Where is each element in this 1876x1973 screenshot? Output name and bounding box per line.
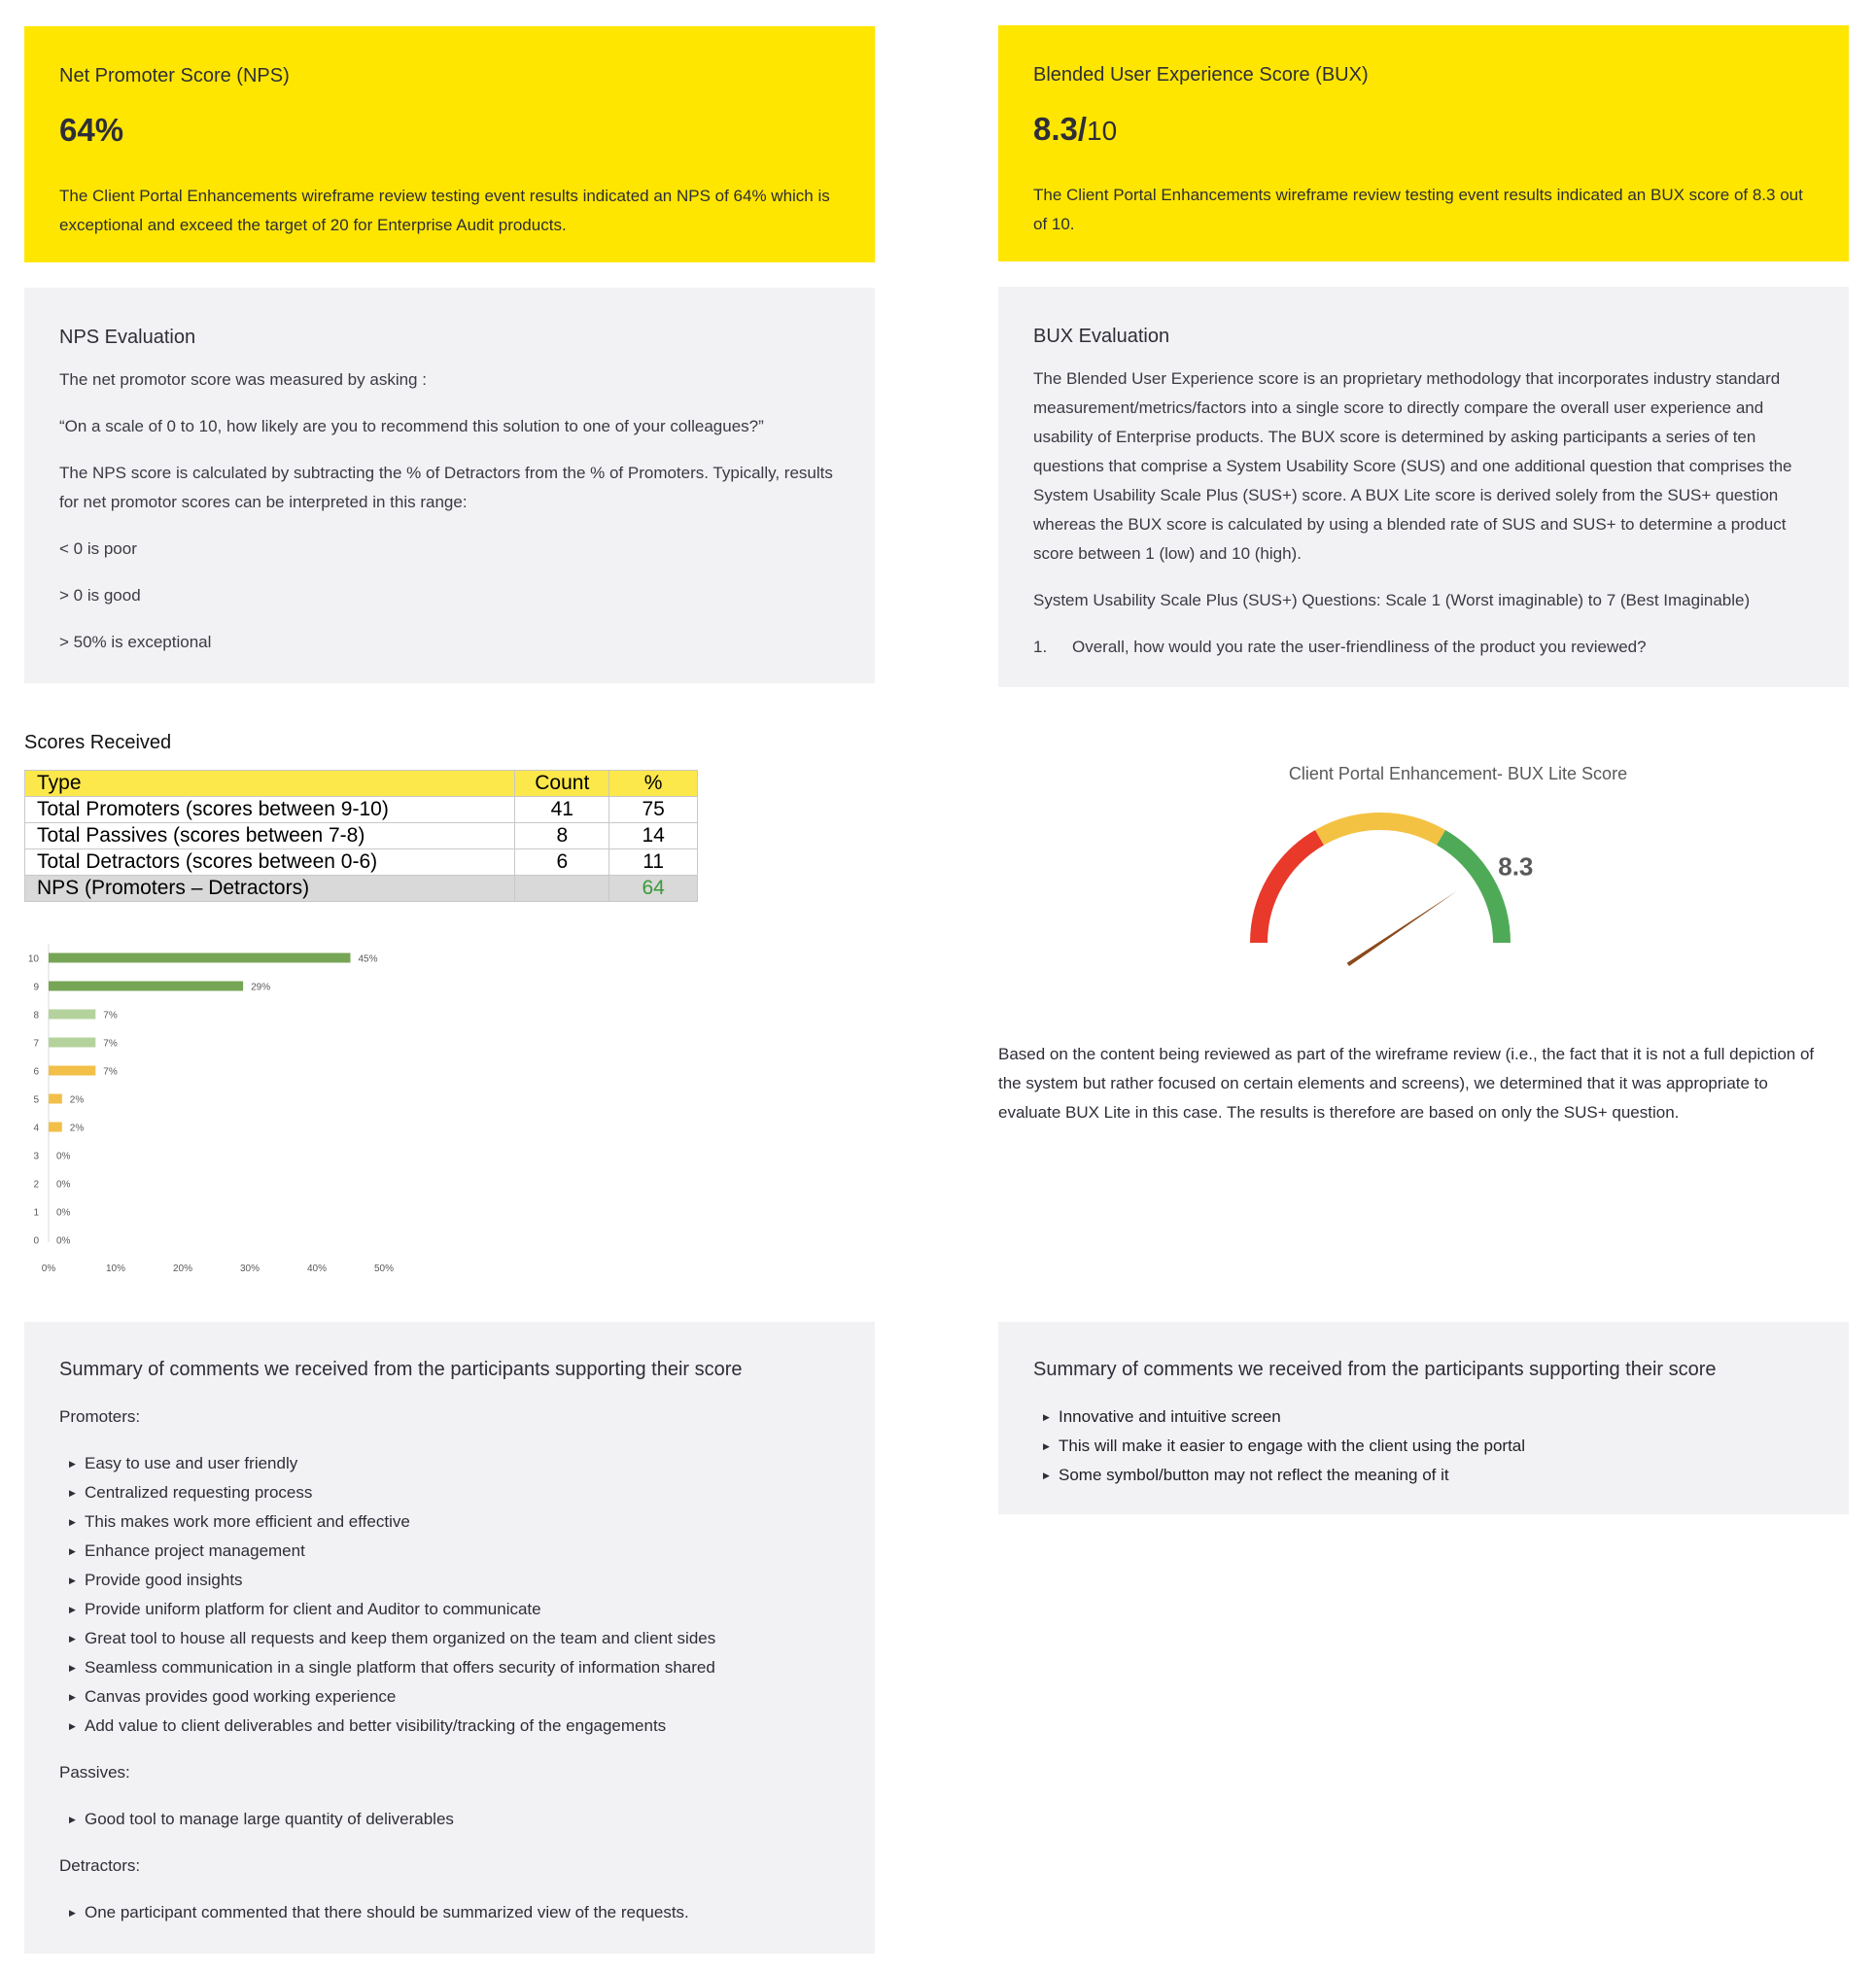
list-item-text: Seamless communication in a single platform that offers security of information shared — [85, 1658, 715, 1677]
nps-evaluation-question: “On a scale of 0 to 10, how likely are you to recommend this solution to one of your colleagues?” — [59, 417, 764, 435]
row-type: Total Promoters (scores between 9-10) — [25, 797, 515, 823]
category-tick-label: 10 — [27, 953, 39, 965]
bar-data-label: 0% — [56, 1179, 71, 1191]
bar-data-label: 2% — [69, 1123, 85, 1134]
x-tick-label: 20% — [172, 1263, 193, 1274]
bullet-icon: ▶ — [69, 1908, 76, 1918]
x-tick-label: 0% — [41, 1263, 56, 1274]
nps-summary-body — [59, 1402, 840, 1945]
bar-data-label: 29% — [251, 982, 271, 993]
bux-summary-title: Summary of comments we received from the participants supporting their score — [1033, 1359, 1717, 1380]
nps-range-poor: < 0 is poor — [59, 539, 137, 558]
bar-score-8 — [49, 1010, 95, 1020]
x-tick-label: 50% — [373, 1263, 395, 1274]
bullet-icon: ▶ — [69, 1692, 76, 1702]
column-header-type: Type — [25, 771, 515, 797]
bullet-icon: ▶ — [69, 1721, 76, 1731]
bux-comments-list — [1033, 1402, 1814, 1490]
gauge-value-label: 8.3 — [1498, 851, 1534, 882]
list-item-text: One participant commented that there should be summarized view of the requests. — [85, 1903, 689, 1921]
bar-score-7 — [49, 1038, 95, 1048]
bux-lite-gauge — [1234, 758, 1682, 972]
nps-evaluation-card — [24, 288, 875, 683]
bux-lite-note: Based on the content being reviewed as part of the wireframe review (i.e., the fact that it is not a full depiction of the system but rather focused on certain elements and screens), we determined that it was appropriate to evaluate BUX Lite in this case. The results is therefore are based on only the SUS+ question. — [998, 1045, 1815, 1122]
row-percent: 11 — [609, 849, 698, 876]
row-percent: 64 — [609, 876, 698, 902]
row-count: 41 — [515, 797, 609, 823]
bux-evaluation-body — [1033, 364, 1814, 662]
bux-card-value-main: 8.3/ — [1033, 111, 1088, 147]
gauge-title: Client Portal Enhancement- BUX Lite Score — [1288, 764, 1628, 783]
list-item-text: Add value to client deliverables and better visibility/tracking of the engagements — [85, 1716, 667, 1735]
table-row-detractors — [25, 849, 698, 876]
gauge-needle — [1347, 891, 1457, 966]
list-item — [69, 1478, 840, 1507]
x-tick-label: 10% — [105, 1263, 126, 1274]
nps-range-good: > 0 is good — [59, 586, 141, 605]
nps-evaluation-body — [59, 365, 840, 675]
nps-evaluation-title: NPS Evaluation — [59, 327, 196, 348]
scores-received-label: Scores Received — [24, 732, 172, 753]
table-row-passives — [25, 823, 698, 849]
promoters-label: Promoters: — [59, 1407, 141, 1426]
x-tick-label: 40% — [306, 1263, 328, 1274]
bar-data-label: 0% — [56, 1235, 71, 1247]
bux-evaluation-card — [998, 287, 1849, 687]
list-item-text: Innovative and intuitive screen — [1059, 1407, 1281, 1426]
bar-score-6 — [49, 1066, 95, 1076]
bullet-icon: ▶ — [69, 1634, 76, 1644]
bar-data-label: 7% — [103, 1066, 118, 1078]
list-item-text: Canvas provides good working experience — [85, 1687, 397, 1706]
score-distribution-chart — [19, 938, 428, 1278]
bullet-icon: ▶ — [69, 1815, 76, 1824]
category-tick-label: 8 — [33, 1010, 39, 1021]
list-item-text: This makes work more efficient and effective — [85, 1512, 410, 1531]
x-tick-label: 30% — [239, 1263, 261, 1274]
list-item-text: Centralized requesting process — [85, 1483, 313, 1502]
bar-score-4 — [49, 1123, 62, 1132]
bullet-icon: ▶ — [69, 1546, 76, 1556]
category-tick-label: 0 — [33, 1235, 39, 1247]
nps-evaluation-paragraph: The net promotor score was measured by asking : — [59, 370, 427, 389]
list-item-text: Great tool to house all requests and keep them organized on the team and client sides — [85, 1629, 716, 1647]
list-item — [69, 1449, 840, 1478]
category-tick-label: 5 — [33, 1094, 39, 1106]
list-item-text: Enhance project management — [85, 1541, 305, 1560]
detractors-label: Detractors: — [59, 1856, 141, 1875]
list-item — [69, 1712, 840, 1741]
bullet-icon: ▶ — [69, 1517, 76, 1527]
category-tick-label: 6 — [33, 1066, 39, 1078]
list-item — [69, 1507, 840, 1537]
list-item — [1043, 1402, 1814, 1432]
list-item — [69, 1566, 840, 1595]
bar-data-label: 0% — [56, 1151, 71, 1162]
bullet-icon: ▶ — [1043, 1441, 1050, 1451]
category-tick-label: 7 — [33, 1038, 39, 1050]
row-type: NPS (Promoters – Detractors) — [25, 876, 515, 902]
bar-data-label: 7% — [103, 1010, 118, 1021]
bux-score-card — [998, 25, 1849, 261]
list-item — [69, 1537, 840, 1566]
nps-card-title: Net Promoter Score (NPS) — [59, 65, 290, 87]
bullet-icon: ▶ — [69, 1488, 76, 1498]
bux-evaluation-title: BUX Evaluation — [1033, 326, 1170, 347]
column-header-count: Count — [515, 771, 609, 797]
row-type: Total Passives (scores between 7-8) — [25, 823, 515, 849]
bux-comments-summary-card — [998, 1322, 1849, 1514]
bux-evaluation-scale: System Usability Scale Plus (SUS+) Questions: Scale 1 (Worst imaginable) to 7 (Best Imaginable) — [1033, 591, 1751, 609]
sus-question-number: 1. — [1033, 638, 1048, 656]
bar-data-label: 7% — [103, 1038, 118, 1050]
list-item-text: Easy to use and user friendly — [85, 1454, 298, 1472]
list-item — [69, 1595, 840, 1624]
list-item — [69, 1624, 840, 1653]
table-row-promoters — [25, 797, 698, 823]
gauge-band-1 — [1320, 821, 1442, 838]
row-count: 8 — [515, 823, 609, 849]
list-item — [69, 1898, 840, 1927]
category-tick-label: 1 — [33, 1207, 39, 1219]
bullet-icon: ▶ — [1043, 1471, 1050, 1480]
bux-card-description: The Client Portal Enhancements wireframe review testing event results indicated an BUX score of 8.3 out of 10. — [1033, 186, 1803, 233]
list-item — [1043, 1461, 1814, 1490]
list-item — [1043, 1432, 1814, 1461]
passives-label: Passives: — [59, 1763, 130, 1782]
bar-score-5 — [49, 1094, 62, 1104]
bux-summary-body — [1033, 1402, 1814, 1507]
sus-question — [1033, 633, 1814, 662]
category-tick-label: 4 — [33, 1123, 39, 1134]
nps-card-description: The Client Portal Enhancements wireframe review testing event results indicated an NPS of 64% which is exceptional and exceed the target of 20 for Enterprise Audit products. — [59, 187, 830, 234]
list-item — [69, 1805, 840, 1834]
list-item-text: Provide good insights — [85, 1571, 243, 1589]
bar-data-label: 2% — [69, 1094, 85, 1106]
bullet-icon: ▶ — [1043, 1412, 1050, 1422]
row-percent: 14 — [609, 823, 698, 849]
list-item — [69, 1653, 840, 1682]
table-row-nps-total — [25, 876, 698, 902]
bux-card-value — [1033, 111, 1117, 148]
nps-evaluation-paragraph: The NPS score is calculated by subtracting the % of Detractors from the % of Promoters. Typically, results for net promotor scores can be interpreted in this range: — [59, 464, 833, 511]
scores-table — [24, 770, 698, 902]
scores-table-header-row — [25, 771, 698, 797]
sus-question-text: Overall, how would you rate the user-friendliness of the product you reviewed? — [1072, 638, 1647, 656]
category-tick-label: 9 — [33, 982, 39, 993]
nps-card-value: 64% — [59, 112, 124, 148]
bux-evaluation-paragraph: The Blended User Experience score is an proprietary methodology that incorporates industry standard measurement/metrics/factors into a single score to directly compare the overall user experience and usability of Enterprise products. The BUX score is determined by asking participants a series of ten questions that comprise a System Usability Score (SUS) and one additional question that comprises the System Usability Scale Plus (SUS+) score. A BUX Lite score is derived solely from the SUS+ question whereas the BUX score is calculated by using a blended rate of SUS and SUS+ to determine a product score between 1 (low) and 10 (high). — [1033, 369, 1792, 563]
bullet-icon: ▶ — [69, 1605, 76, 1614]
bullet-icon: ▶ — [69, 1663, 76, 1673]
row-count: 6 — [515, 849, 609, 876]
gauge-band-0 — [1259, 838, 1320, 943]
sus-questions-list — [1033, 633, 1814, 662]
column-header-percent: % — [609, 771, 698, 797]
category-tick-label: 3 — [33, 1151, 39, 1162]
list-item-text: Some symbol/button may not reflect the meaning of it — [1059, 1466, 1449, 1484]
list-item — [69, 1682, 840, 1712]
nps-score-card — [24, 26, 875, 262]
list-item-text: This will make it easier to engage with the client using the portal — [1059, 1436, 1526, 1455]
bullet-icon: ▶ — [69, 1459, 76, 1469]
bar-data-label: 45% — [358, 953, 378, 965]
nps-range-exceptional: > 50% is exceptional — [59, 633, 212, 651]
row-count — [515, 876, 609, 902]
row-type: Total Detractors (scores between 0-6) — [25, 849, 515, 876]
bux-card-value-denominator: 10 — [1087, 116, 1118, 146]
nps-comments-summary-card — [24, 1322, 875, 1954]
row-percent: 75 — [609, 797, 698, 823]
bar-score-9 — [49, 982, 243, 991]
gauge-band-2 — [1442, 838, 1503, 943]
bar-score-10 — [49, 953, 351, 963]
category-tick-label: 2 — [33, 1179, 39, 1191]
list-item-text: Provide uniform platform for client and Auditor to communicate — [85, 1600, 541, 1618]
detractors-list — [59, 1898, 840, 1927]
bar-data-label: 0% — [56, 1207, 71, 1219]
list-item-text: Good tool to manage large quantity of deliverables — [85, 1810, 454, 1828]
bullet-icon: ▶ — [69, 1575, 76, 1585]
promoters-list — [59, 1449, 840, 1741]
bux-card-title: Blended User Experience Score (BUX) — [1033, 64, 1369, 86]
nps-summary-title: Summary of comments we received from the participants supporting their score — [59, 1359, 743, 1380]
passives-list — [59, 1805, 840, 1834]
